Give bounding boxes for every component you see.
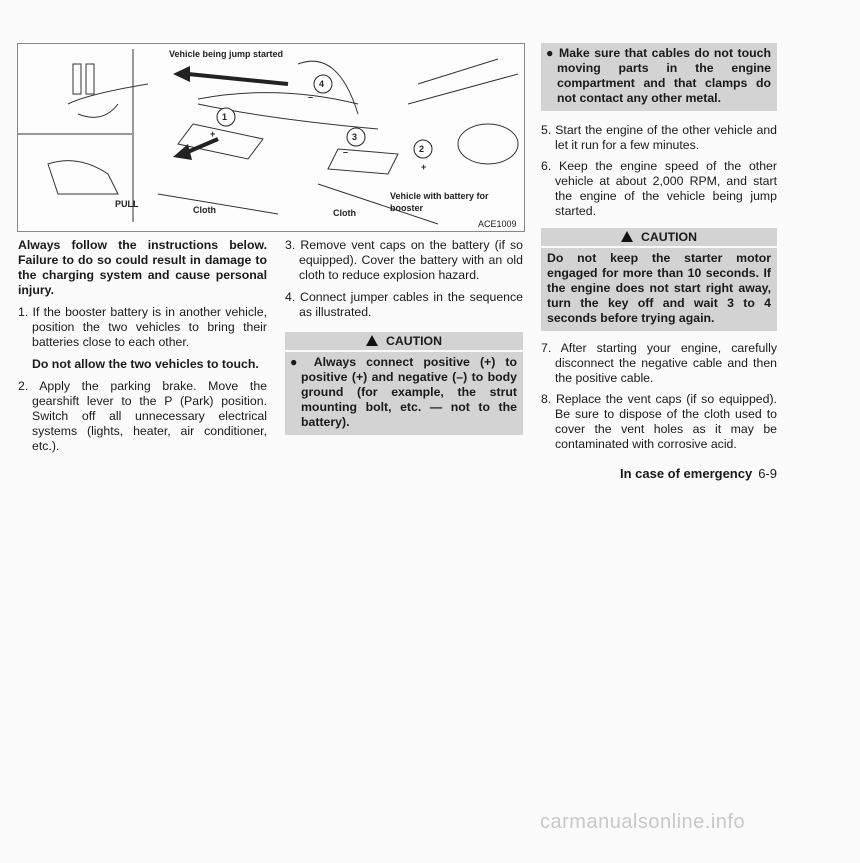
label-step-3: 3 bbox=[352, 132, 358, 142]
step-1: 1. If the booster battery is in another vehicle, position the two vehicles to bring their batteries close to each other. bbox=[18, 305, 267, 349]
label-plus-1: + bbox=[210, 129, 216, 139]
label-minus-4: – bbox=[308, 92, 314, 102]
step-4: 4. Connect jumper cables in the sequence as illustrated. bbox=[285, 290, 523, 319]
step-1-note: Do not allow the two vehicles to touch. bbox=[32, 357, 259, 371]
caution-starter-motor: Do not keep the starter motor engaged for more than 10 seconds. If the engine does not start right away, turn the key off and wait 3 to 4 seconds before trying again. bbox=[541, 248, 777, 331]
label-step-2: 2 bbox=[419, 144, 425, 154]
label-cloth-1: Cloth bbox=[193, 205, 216, 215]
step-6: 6. Keep the engine speed of the other vehicle at about 2,000 RPM, and start the engine of the vehicle being jump started. bbox=[541, 159, 777, 218]
caution-header-2 bbox=[541, 228, 777, 246]
warning-icon bbox=[621, 231, 633, 242]
caution-title-2: CAUTION bbox=[640, 230, 697, 244]
jump-start-illustration bbox=[17, 43, 525, 232]
label-vehicle-being-jump-started: Vehicle being jump started bbox=[169, 49, 284, 59]
step-8: 8. Replace the vent caps (if so equipped). Be sure to dispose of the cloth used to cover the vent holes as it may be contaminated with corrosive acid. bbox=[541, 392, 777, 451]
section-title: In case of emergency bbox=[619, 466, 753, 481]
page-footer bbox=[560, 466, 777, 481]
page-number: 6-9 bbox=[758, 466, 777, 481]
column-1 bbox=[18, 238, 267, 461]
step-7: 7. After starting your engine, carefully disconnect the negative cable and then the positive cable. bbox=[541, 341, 777, 385]
label-step-1: 1 bbox=[222, 112, 228, 122]
caution-body: ● Always connect positive (+) to positive (+) and negative (–) to body ground (for example, the strut mounting bolt, etc. — not to the battery). bbox=[285, 352, 523, 435]
label-plus-2: + bbox=[421, 162, 427, 172]
column-2 bbox=[285, 238, 523, 435]
label-cloth-2: Cloth bbox=[333, 208, 356, 218]
warning-icon bbox=[366, 335, 378, 346]
caution-bullet: Always connect positive (+) to positive (+) and negative (–) to body ground (for example, the strut mounting bolt, etc. — not to the battery). bbox=[301, 355, 518, 429]
label-step-4: 4 bbox=[319, 79, 325, 89]
step-2: 2. Apply the parking brake. Move the gearshift lever to the P (Park) position. Switch off all unnecessary electrical systems (lights, heater, air conditioner, etc.). bbox=[18, 379, 267, 453]
label-pull: PULL bbox=[115, 199, 139, 209]
label-minus-3: – bbox=[343, 147, 349, 157]
step-5: 5. Start the engine of the other vehicle and let it run for a few minutes. bbox=[541, 123, 777, 152]
caution-continued: ● Make sure that cables do not touch moving parts in the engine compartment and that clamps do not contact any other metal. bbox=[541, 43, 777, 111]
intro-warning: Always follow the instructions below. Failure to do so could result in damage to the charging system and cause personal injury. bbox=[18, 238, 267, 297]
caution-header bbox=[285, 332, 523, 350]
column-3 bbox=[541, 43, 777, 458]
caution-title: CAUTION bbox=[385, 334, 442, 348]
step-3: 3. Remove vent caps on the battery (if so equipped). Cover the battery with an old cloth to reduce explosion hazard. bbox=[285, 238, 523, 282]
figure-code: ACE1009 bbox=[478, 219, 517, 229]
caution-bullet-cables: Make sure that cables do not touch moving parts in the engine compartment and that clamps do not contact any other metal. bbox=[557, 46, 771, 105]
watermark: carmanualsonline.info bbox=[540, 811, 746, 833]
label-booster-vehicle: Vehicle with battery for booster bbox=[390, 191, 489, 213]
